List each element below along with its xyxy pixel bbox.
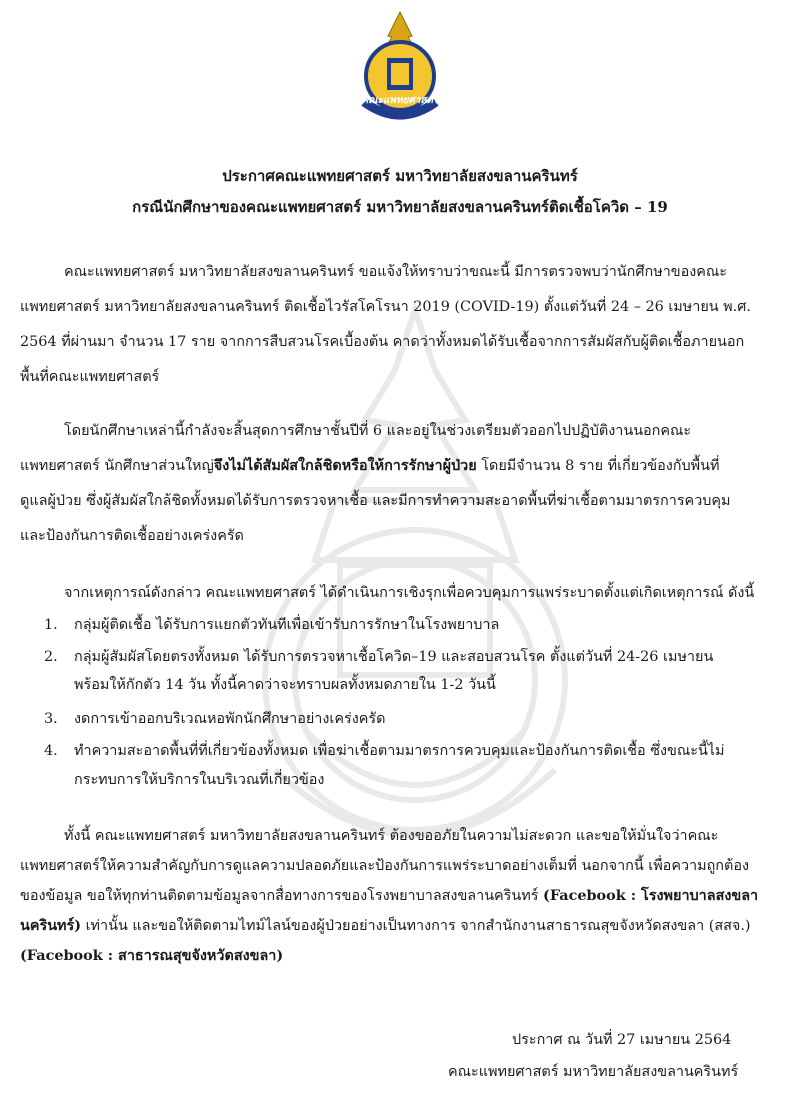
paragraph4-line — [20, 886, 758, 906]
logo-caption: คณะแพทยศาสตร์ — [361, 95, 439, 106]
paragraph4-text: ของข้อมูล ขอให้ทุกท่านติดตามข้อมูลจากสื่อทางการของโรงพยาบาลสงขลานครินทร์ — [20, 888, 544, 904]
paragraph2-line: และป้องกันการติดเชื้ออย่างเคร่งครัด — [20, 528, 244, 544]
action-number: 1. — [44, 617, 58, 633]
action-item-line: กระทบการให้บริการในบริเวณที่เกี่ยวข้อง — [74, 772, 325, 788]
announcement-subtitle: กรณีนักศึกษาของคณะแพทยศาสตร์ มหาวิทยาลัยสงขลานครินทร์ติดเชื้อโควิด – 19 — [132, 198, 668, 216]
announcement-title: ประกาศคณะแพทยศาสตร์ มหาวิทยาลัยสงขลานครินทร์ — [222, 167, 578, 185]
paragraph1-line: คณะแพทยศาสตร์ มหาวิทยาลัยสงขลานครินทร์ ขอแจ้งให้ทราบว่าขณะนี้ มีการตรวจพบว่านักศึกษาของคณะ — [64, 264, 727, 280]
paragraph1-line: แพทยศาสตร์ มหาวิทยาลัยสงขลานครินทร์ ติดเชื้อไวรัสโคโรนา 2019 (COVID-19) ตั้งแต่วันที่ 24 – 26 เมษายน พ.ศ. — [20, 299, 751, 315]
action-item-line: กลุ่มผู้สัมผัสโดยตรงทั้งหมด ได้รับการตรวจหาเชื้อโควิด–19 และสอบสวนโรค ตั้งแต่วันที่ 24-26 เมษายน — [74, 649, 714, 665]
paragraph2-line — [20, 456, 719, 476]
paragraph1-line: พื้นที่คณะแพทยศาสตร์ — [20, 369, 160, 385]
signature-line: คณะแพทยศาสตร์ มหาวิทยาลัยสงขลานครินทร์ — [448, 1064, 739, 1080]
paragraph4-line — [20, 916, 751, 936]
facebook-hospital-ref: นครินทร์) — [20, 917, 82, 934]
paragraph2-text: โดยมีจำนวน 8 ราย ที่เกี่ยวข้องกับพื้นที่ — [476, 458, 720, 474]
paragraph4-line: ทั้งนี้ คณะแพทยศาสตร์ มหาวิทยาลัยสงขลานครินทร์ ต้องขออภัยในความไม่สะดวก และขอให้มั่นใจว่าคณะ — [64, 828, 719, 844]
action-item-line: พร้อมให้กักตัว 14 วัน ทั้งนี้คาดว่าจะทราบผลทั้งหมดภายใน 1-2 วันนี้ — [74, 677, 496, 693]
action-item-line: ทำความสะอาดพื้นที่ที่เกี่ยวข้องทั้งหมด เพื่อฆ่าเชื้อตามมาตรการควบคุมและป้องกันการติดเชื้อ ซึ่งขณะนี้ไม่ — [74, 743, 725, 759]
paragraph1-line: 2564 ที่ผ่านมา จำนวน 17 ราย จากการสืบสวนโรคเบื้องต้น คาดว่าทั้งหมดได้รับเชื้อจากการสัมผัสกับผู้ติดเชื้อภายนอก — [20, 334, 745, 350]
paragraph2-line: ดูแลผู้ป่วย ซึ่งผู้สัมผัสใกล้ชิดทั้งหมดได้รับการตรวจหาเชื้อ และมีการทำความสะอาดพื้นที่ฆ่าเชื้อตามมาตรการควบคุม — [20, 493, 731, 509]
actions-intro: จากเหตุการณ์ดังกล่าว คณะแพทยศาสตร์ ได้ดำเนินการเชิงรุกเพื่อควบคุมการแพร่ระบาดตั้งแต่เกิดเหตุการณ์ ดังนี้ — [64, 585, 755, 601]
action-item-line: กลุ่มผู้ติดเชื้อ ได้รับการแยกตัวทันทีเพื่อเข้ารับการรักษาในโรงพยาบาล — [74, 617, 500, 633]
action-number: 3. — [44, 711, 58, 727]
paragraph2-emphasis: จึงไม่ได้สัมผัสใกล้ชิดหรือให้การรักษาผู้ป่วย — [213, 457, 477, 474]
paragraph2-text: แพทยศาสตร์ นักศึกษาส่วนใหญ่ — [20, 458, 214, 474]
action-number: 4. — [44, 743, 58, 759]
action-item-line: งดการเข้าออกบริเวณหอพักนักศึกษาอย่างเคร่งครัด — [74, 711, 386, 727]
paragraph4-line: แพทยศาสตร์ให้ความสำคัญกับการดูแลความปลอดภัยและป้องกันการแพร่ระบาดอย่างเต็มที่ นอกจากนี้ เพื่อความถูกต้อง — [20, 858, 750, 874]
action-number: 2. — [44, 649, 58, 665]
paragraph4-text: เท่านั้น และขอให้ติดตามไทม์ไลน์ของผู้ป่วยอย่างเป็นทางการ จากสำนักงานสาธารณสุขจังหวัดสงขลา (สสจ.) — [81, 918, 751, 934]
facebook-hospital-ref: (Facebook : โรงพยาบาลสงขลา — [543, 887, 759, 904]
announcement-date: ประกาศ ณ วันที่ 27 เมษายน 2564 — [512, 1032, 732, 1048]
paragraph2-line: โดยนักศึกษาเหล่านี้กำลังจะสิ้นสุดการศึกษาชั้นปีที่ 6 และอยู่ในช่วงเตรียมตัวออกไปปฏิบัติงานนอกคณะ — [64, 423, 692, 439]
paragraph4-line — [20, 946, 283, 966]
facebook-health-office-ref: (Facebook : สาธารณสุขจังหวัดสงขลา) — [20, 947, 284, 964]
